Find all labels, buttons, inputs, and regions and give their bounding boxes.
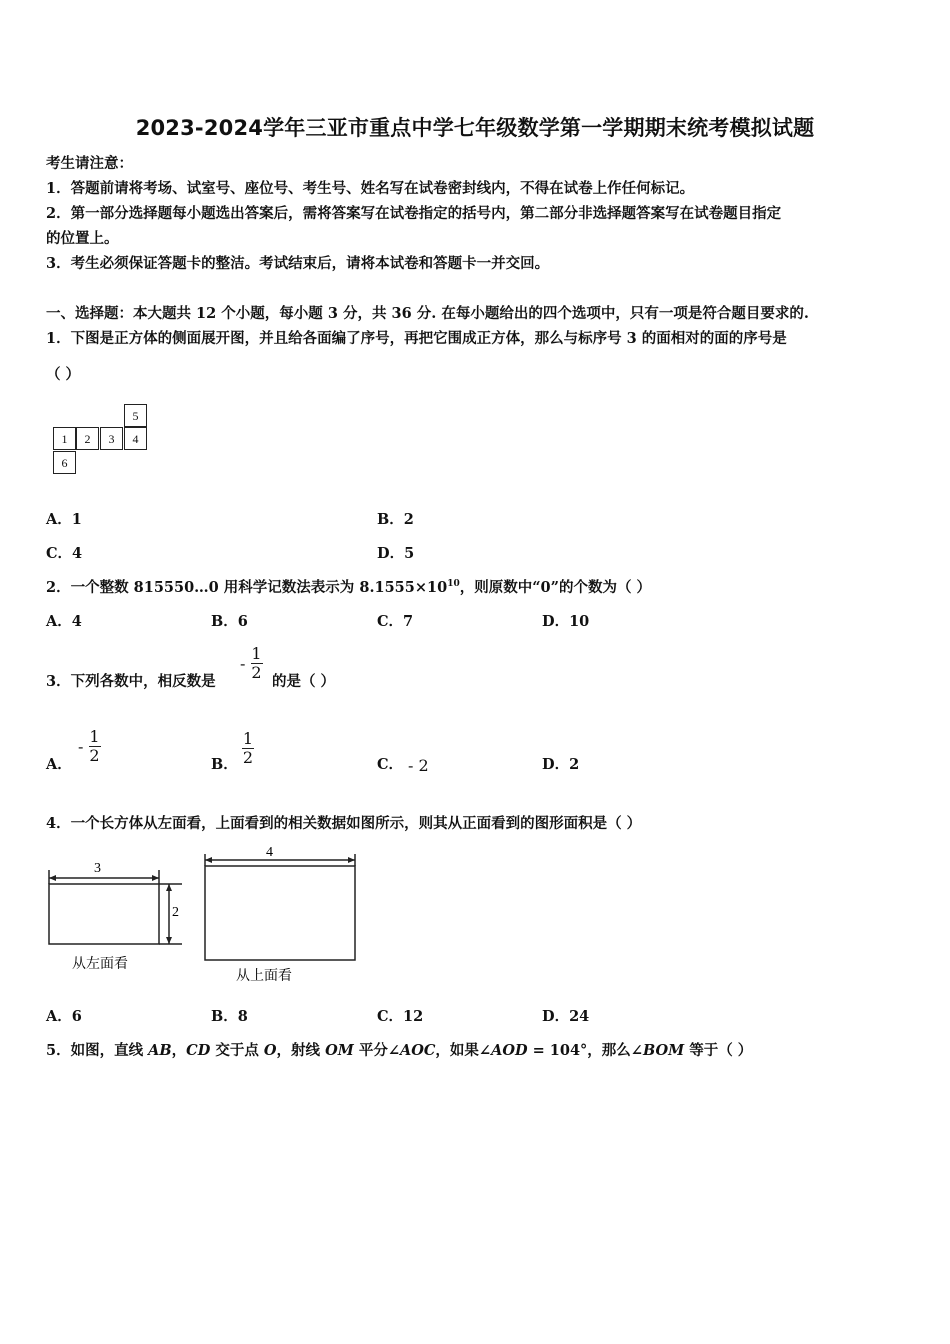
- q5-text-1: 5．如图，直线: [46, 1042, 149, 1059]
- q3-option-b-value[interactable]: [242, 730, 254, 767]
- q4-option-c[interactable]: C．12: [377, 1008, 424, 1025]
- q3-option-b-num: 1: [242, 729, 254, 748]
- q1-option-d[interactable]: D．5: [377, 545, 415, 562]
- q1-paren: （ ）: [46, 366, 81, 383]
- cube-net-figure: [53, 404, 153, 476]
- q3-option-a-value[interactable]: [78, 728, 101, 765]
- q3-neg-sign: -: [240, 654, 246, 673]
- top-view-figure: [198, 842, 364, 988]
- q1-stem: 1．下图是正方体的侧面展开图，并且给各面编了序号，再把它围成正方体，那么与标序号 3 的面相对的面的序号是: [46, 330, 787, 347]
- q3-denominator: 2: [251, 663, 262, 682]
- q5-angle-bom: BOM: [642, 1042, 685, 1059]
- net-cell-2: 2: [76, 427, 99, 450]
- left-view-width-label: 3: [94, 861, 101, 876]
- q1-option-c[interactable]: C．4: [46, 545, 83, 562]
- q5-line-cd: CD: [186, 1042, 211, 1059]
- q4-option-a[interactable]: A．6: [46, 1008, 82, 1025]
- q5-text-5: 平分∠: [353, 1042, 400, 1059]
- top-view-width-label: 4: [266, 845, 273, 860]
- q3-option-c-label[interactable]: C．: [377, 756, 404, 773]
- q2-stem-a: 2．一个整数 815550…0 用科学记数法表示为 8.1555×10: [46, 579, 448, 596]
- q2-stem: [46, 576, 651, 597]
- q2-option-d[interactable]: D．10: [542, 613, 590, 630]
- net-cell-5: 5: [124, 404, 147, 427]
- q3-option-a-den: 2: [89, 746, 100, 765]
- q5-text-7: = 104°，那么∠: [527, 1042, 643, 1059]
- q3-option-b-den: 2: [242, 748, 254, 767]
- q4-option-b[interactable]: B．8: [211, 1008, 248, 1025]
- left-view-figure: [44, 852, 194, 978]
- notice-item-3: 3．考生必须保证答题卡的整洁。考试结束后，请将本试卷和答题卡一并交回。: [46, 255, 550, 272]
- q5-text-4: ，射线: [276, 1042, 326, 1059]
- q2-exponent: 10: [447, 579, 460, 590]
- q5-point-o: O: [263, 1042, 277, 1059]
- q5-ray-om: OM: [325, 1042, 354, 1059]
- net-cell-4: 4: [124, 427, 147, 450]
- q2-stem-b: ，则原数中“0”的个数为（ ）: [459, 579, 652, 596]
- q5-text-3: 交于点: [210, 1042, 264, 1059]
- q3-option-c-value[interactable]: - 2: [408, 756, 429, 775]
- q5-angle-aod: AOD: [491, 1042, 528, 1059]
- q5-stem: [46, 1039, 752, 1060]
- net-cell-6: 6: [53, 451, 76, 474]
- q5-text-6: ，如果∠: [435, 1042, 492, 1059]
- q3-option-a-label[interactable]: A．: [46, 756, 72, 773]
- notice-item-2: 2．第一部分选择题每小题选出答案后，需将答案写在试卷指定的括号内，第二部分非选择题答案写在试卷题目指定: [46, 205, 782, 222]
- page-title: 2023-2024学年三亚市重点中学七年级数学第一学期期末统考模拟试题: [135, 116, 815, 140]
- left-view-rect: [49, 884, 159, 944]
- top-view-rect: [205, 866, 355, 960]
- q2-option-a[interactable]: A．4: [46, 613, 82, 630]
- q3-stem-a: 3．下列各数中，相反数是: [46, 673, 216, 690]
- q3-stem-b: 的是（ ）: [272, 673, 336, 690]
- q2-option-b[interactable]: B．6: [211, 613, 248, 630]
- net-cell-1: 1: [53, 427, 76, 450]
- q4-option-d[interactable]: D．24: [542, 1008, 590, 1025]
- notice-item-2-cont: 的位置上。: [46, 230, 119, 247]
- notice-item-1: 1．答题前请将考场、试室号、座位号、考生号、姓名写在试卷密封线内，不得在试卷上作任何标记。: [46, 180, 695, 197]
- q3-option-a-neg: -: [78, 737, 84, 756]
- q1-option-b[interactable]: B．2: [377, 511, 414, 528]
- q3-numerator: 1: [251, 644, 262, 663]
- q3-option-d[interactable]: D．2: [542, 756, 580, 773]
- left-view-height-label: 2: [172, 905, 179, 920]
- q5-line-ab: AB: [148, 1042, 172, 1059]
- q5-angle-aoc: AOC: [399, 1042, 436, 1059]
- q1-option-a[interactable]: A．1: [46, 511, 82, 528]
- q4-stem: 4．一个长方体从左面看，上面看到的相关数据如图所示，则其从正面看到的图形面积是（ ）: [46, 815, 642, 832]
- left-view-caption: 从左面看: [72, 956, 128, 972]
- notice-heading: 考生请注意：: [46, 155, 133, 172]
- q5-text-8: 等于（ ）: [684, 1042, 753, 1059]
- q3-option-a-num: 1: [89, 727, 100, 746]
- q3-fraction: [240, 645, 263, 682]
- q2-option-c[interactable]: C．7: [377, 613, 414, 630]
- net-cell-3: 3: [100, 427, 123, 450]
- q5-text-2: ，: [171, 1042, 187, 1059]
- top-view-caption: 从上面看: [236, 968, 292, 984]
- section-heading: 一、选择题：本大题共 12 个小题，每小题 3 分，共 36 分. 在每小题给出的四个选项中，只有一项是符合题目要求的.: [46, 305, 809, 322]
- q3-option-b-label[interactable]: B．: [211, 756, 238, 773]
